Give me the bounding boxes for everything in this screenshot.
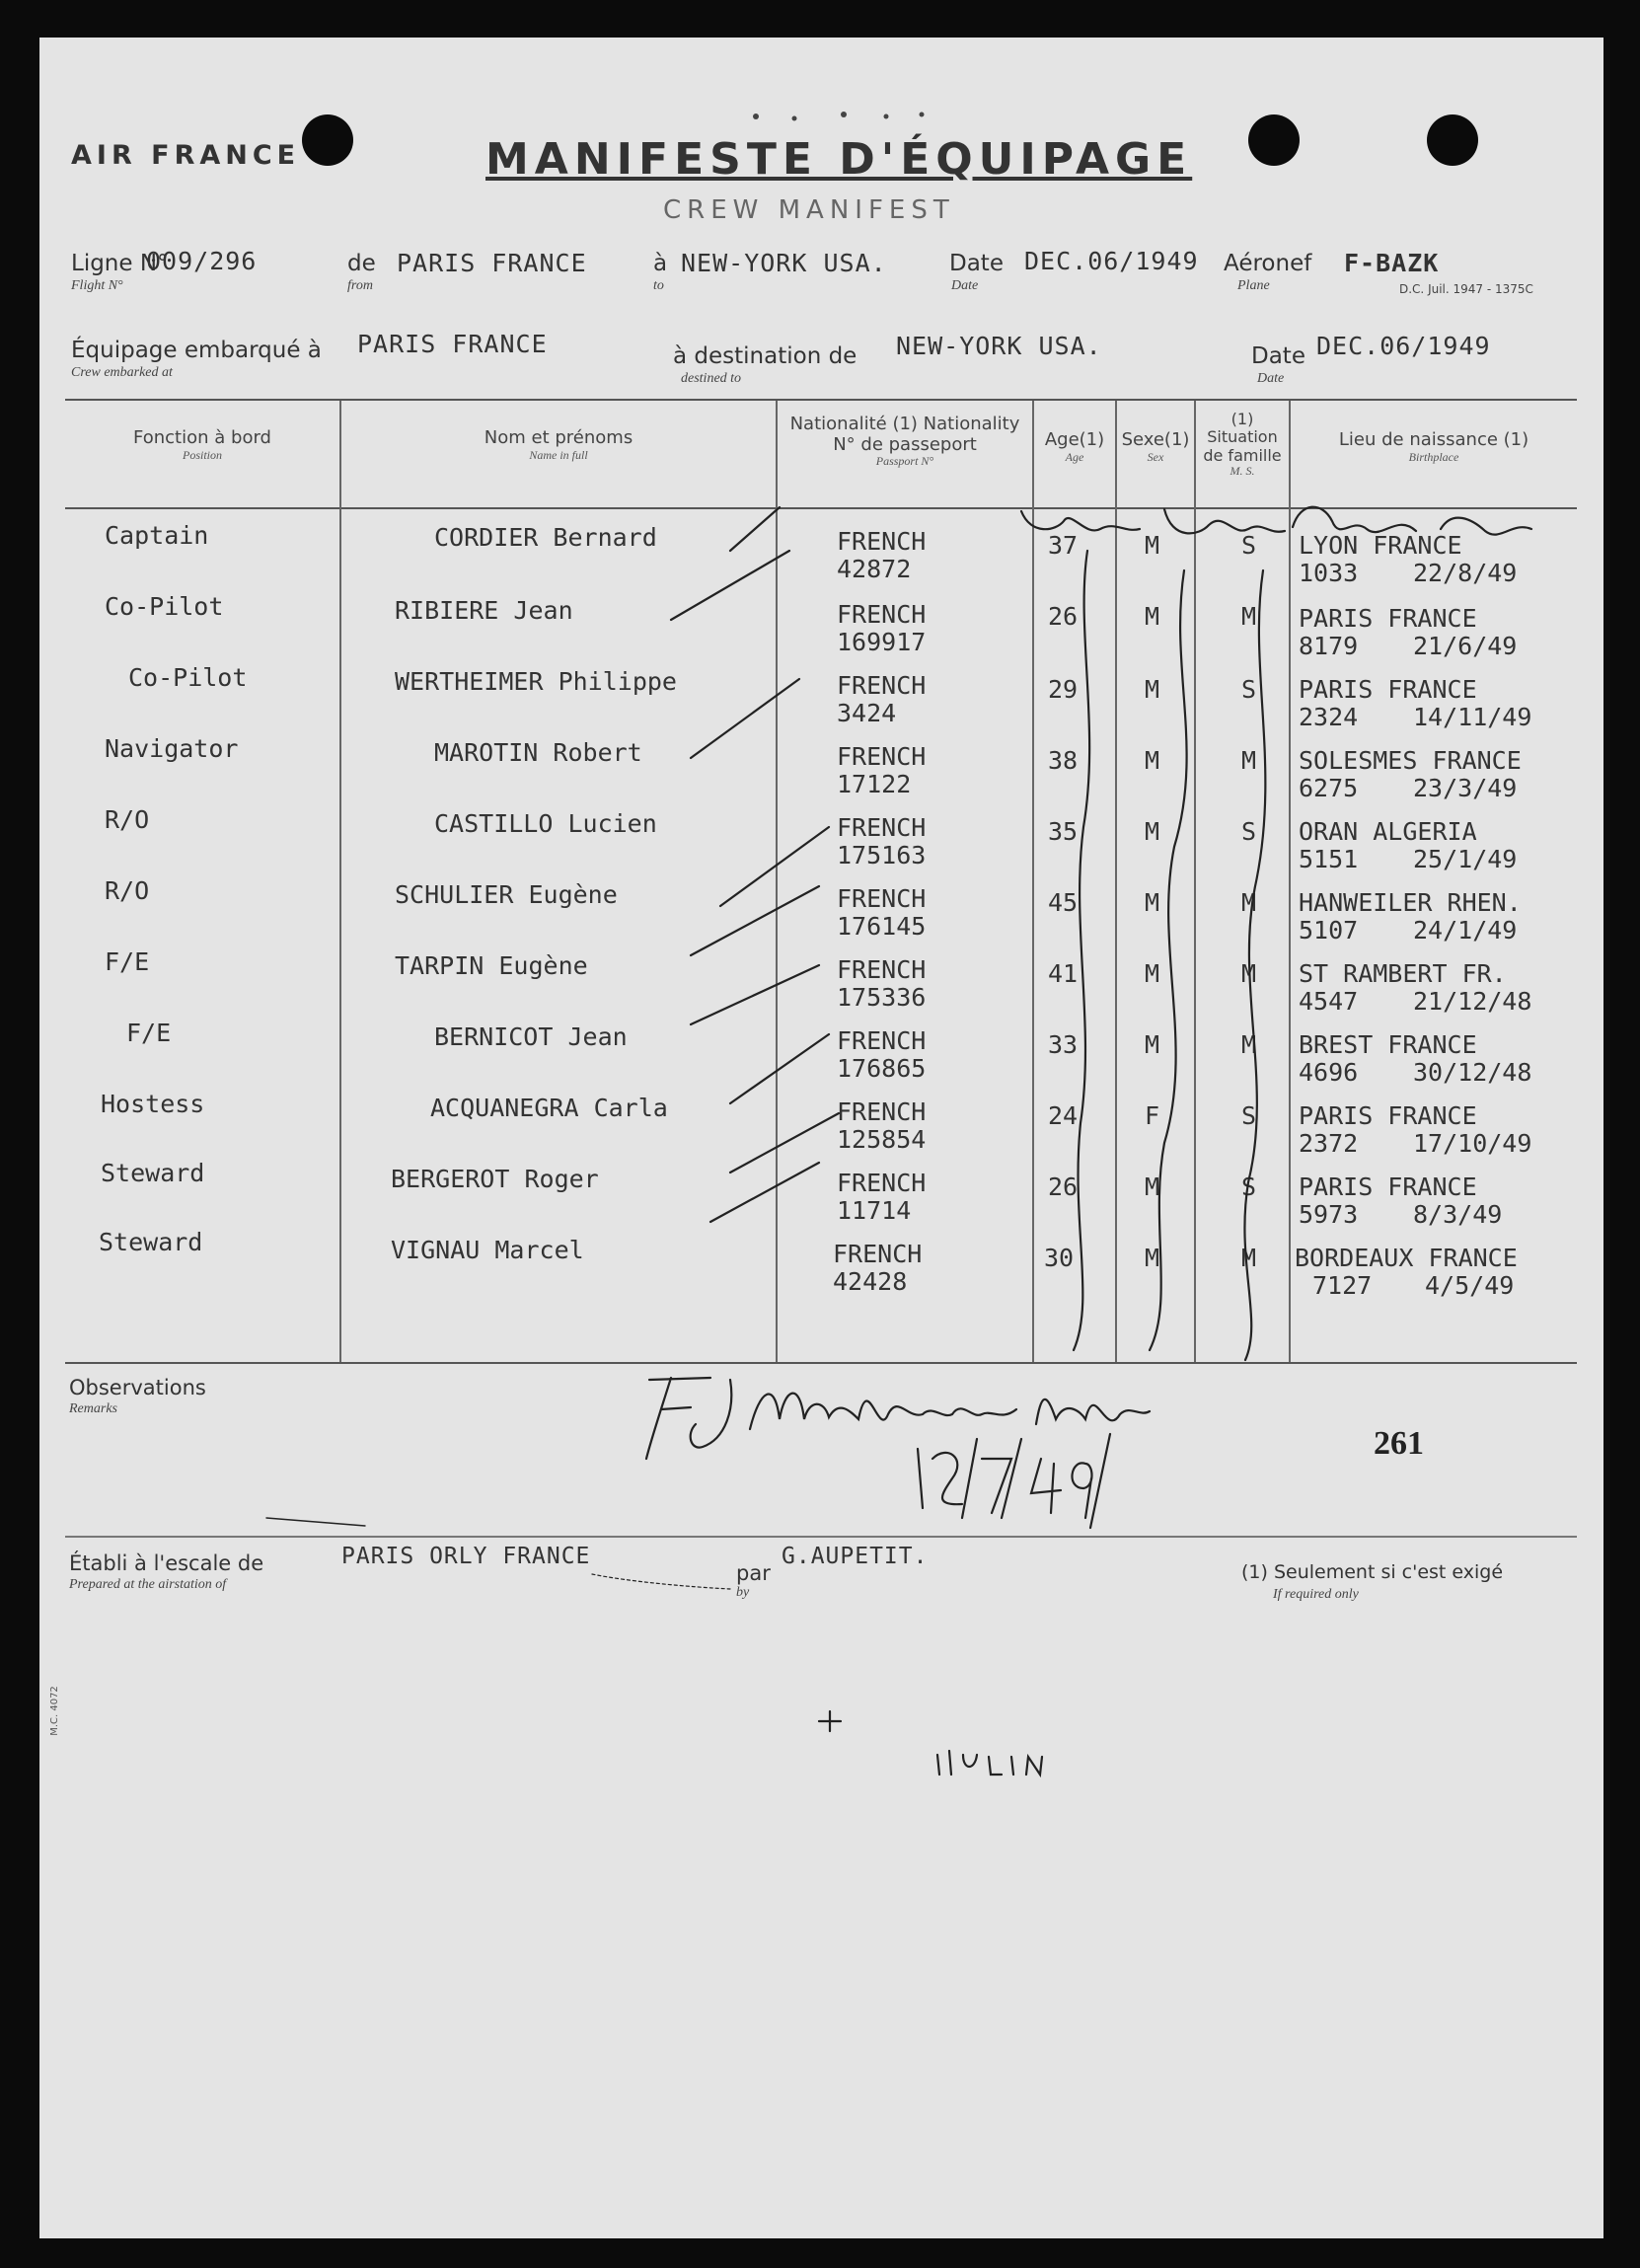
row-passport: 42428 [833, 1267, 908, 1296]
row-permit: 6275 [1299, 774, 1359, 802]
row-permit-date: 21/12/48 [1413, 987, 1532, 1016]
col-header-marital: (1) Situation de famille M. S. [1203, 410, 1282, 479]
row-position: F/E [126, 1019, 172, 1047]
row-passport: 175163 [837, 841, 927, 869]
row-position: R/O [105, 805, 150, 834]
row-name: RIBIERE Jean [395, 596, 573, 625]
row-permit: 8179 [1299, 632, 1359, 660]
row-position: Co-Pilot [105, 592, 224, 621]
from-value: PARIS FRANCE [397, 249, 587, 277]
destination-value: NEW-YORK USA. [896, 332, 1102, 360]
row-birthplace: PARIS FRANCE [1299, 1101, 1477, 1130]
date-label-en: Date [951, 278, 979, 293]
row-age: 38 [1048, 746, 1079, 775]
row-birthplace: HANWEILER RHEN. [1299, 888, 1522, 917]
row-permit: 2324 [1299, 703, 1359, 731]
plane-label-en: Plane [1237, 278, 1270, 293]
row-position: F/E [105, 947, 150, 976]
row-nationality: FRENCH [837, 884, 927, 913]
row-status: M [1241, 888, 1257, 917]
row-age: 30 [1044, 1244, 1075, 1272]
embark-date-label-en: Date [1257, 371, 1285, 386]
row-status: M [1241, 746, 1257, 775]
row-sex: M [1145, 1030, 1160, 1059]
row-nationality: FRENCH [837, 527, 927, 556]
row-nationality: FRENCH [837, 1169, 927, 1197]
row-permit: 5107 [1299, 916, 1359, 945]
by-label: par [736, 1561, 771, 1585]
row-status: S [1241, 817, 1257, 846]
row-sex: M [1145, 602, 1160, 631]
row-passport: 11714 [837, 1196, 912, 1225]
remarks-label: Observations [69, 1376, 206, 1399]
row-birthplace: SOLESMES FRANCE [1299, 746, 1522, 775]
row-age: 26 [1048, 602, 1079, 631]
from-label-en: from [347, 278, 373, 293]
row-position: Navigator [105, 734, 239, 763]
remarks-label-en: Remarks [69, 1401, 117, 1416]
row-permit-date: 8/3/49 [1413, 1200, 1503, 1229]
page-number: 261 [1374, 1425, 1424, 1462]
to-label: à [653, 251, 668, 276]
by-label-en: by [736, 1585, 750, 1600]
row-permit: 4696 [1299, 1058, 1359, 1087]
row-permit-date: 25/1/49 [1413, 845, 1518, 873]
row-passport: 42872 [837, 555, 912, 583]
row-passport: 125854 [837, 1125, 927, 1154]
crew-embarked-label: Équipage embarqué à [71, 338, 322, 363]
flight-number: 009/296 [146, 247, 258, 275]
row-permit: 7127 [1312, 1271, 1373, 1300]
row-position: Steward [99, 1228, 203, 1256]
row-permit-date: 17/10/49 [1413, 1129, 1532, 1158]
row-nationality: FRENCH [833, 1240, 923, 1268]
row-permit: 4547 [1299, 987, 1359, 1016]
row-age: 29 [1048, 675, 1079, 704]
row-permit: 2372 [1299, 1129, 1359, 1158]
row-sex: M [1145, 1244, 1160, 1272]
row-name: TARPIN Eugène [395, 951, 588, 980]
footnote-en: If required only [1273, 1587, 1359, 1602]
row-name: VIGNAU Marcel [391, 1236, 584, 1264]
prepared-station: PARIS ORLY FRANCE [341, 1544, 591, 1569]
destination-label-en: destined to [681, 371, 742, 386]
row-position: Hostess [101, 1090, 205, 1118]
row-age: 37 [1048, 531, 1079, 560]
row-permit-date: 24/1/49 [1413, 916, 1518, 945]
col-header-name: Nom et prénoms Name in full [484, 427, 634, 462]
row-status: S [1241, 1101, 1257, 1130]
row-status: M [1241, 959, 1257, 988]
row-birthplace: ST RAMBERT FR. [1299, 959, 1507, 988]
row-status: M [1241, 1244, 1257, 1272]
row-name: MAROTIN Robert [434, 738, 642, 767]
prepared-by: G.AUPETIT. [782, 1544, 929, 1569]
plane-label: Aéronef [1224, 251, 1312, 276]
plane-value: F-BAZK [1344, 249, 1440, 277]
row-name: WERTHEIMER Philippe [395, 667, 677, 696]
row-age: 26 [1048, 1172, 1079, 1201]
row-passport: 176865 [837, 1054, 927, 1083]
row-nationality: FRENCH [837, 742, 927, 771]
row-permit-date: 21/6/49 [1413, 632, 1518, 660]
destination-label: à destination de [673, 343, 857, 369]
row-name: BERNICOT Jean [434, 1022, 628, 1051]
row-passport: 3424 [837, 699, 897, 727]
row-name: SCHULIER Eugène [395, 880, 618, 909]
row-age: 24 [1048, 1101, 1079, 1130]
row-sex: M [1145, 531, 1160, 560]
row-position: Co-Pilot [128, 663, 248, 692]
row-nationality: FRENCH [837, 1097, 927, 1126]
row-permit: 1033 [1299, 559, 1359, 587]
row-status: S [1241, 531, 1257, 560]
row-birthplace: PARIS FRANCE [1299, 604, 1477, 633]
embark-date-label: Date [1251, 343, 1305, 369]
row-birthplace: PARIS FRANCE [1299, 675, 1477, 704]
date-label: Date [949, 251, 1004, 276]
row-birthplace: BREST FRANCE [1299, 1030, 1477, 1059]
flight-label-en: Flight N° [71, 278, 123, 293]
row-birthplace: LYON FRANCE [1299, 531, 1462, 560]
footnote: (1) Seulement si c'est exigé [1241, 1561, 1504, 1583]
row-status: S [1241, 675, 1257, 704]
row-position: R/O [105, 876, 150, 905]
col-header-nationality: Nationalité (1) Nationality N° de passeport Passport N° [789, 414, 1020, 469]
row-nationality: FRENCH [837, 671, 927, 700]
row-sex: M [1145, 675, 1160, 704]
col-header-birthplace: Lieu de naissance (1) Birthplace [1338, 429, 1529, 464]
crew-embarked-label-en: Crew embarked at [71, 365, 173, 380]
row-sex: M [1145, 959, 1160, 988]
row-name: CASTILLO Lucien [434, 809, 657, 838]
margin-code: M.C. 4072 [48, 1686, 60, 1736]
row-birthplace: PARIS FRANCE [1299, 1172, 1477, 1201]
row-passport: 169917 [837, 628, 927, 656]
row-passport: 17122 [837, 770, 912, 798]
row-nationality: FRENCH [837, 813, 927, 842]
row-age: 45 [1048, 888, 1079, 917]
row-name: BERGEROT Roger [391, 1165, 599, 1193]
row-status: M [1241, 1030, 1257, 1059]
row-name: CORDIER Bernard [434, 523, 657, 552]
row-permit: 5973 [1299, 1200, 1359, 1229]
row-age: 33 [1048, 1030, 1079, 1059]
row-permit: 5151 [1299, 845, 1359, 873]
row-sex: M [1145, 888, 1160, 917]
row-passport: 176145 [837, 912, 927, 941]
row-age: 41 [1048, 959, 1079, 988]
prepared-label: Établi à l'escale de [69, 1551, 264, 1575]
col-header-position: Fonction à bord Position [133, 427, 271, 462]
row-permit-date: 23/3/49 [1413, 774, 1518, 802]
row-permit-date: 22/8/49 [1413, 559, 1518, 587]
form-ref: D.C. Juil. 1947 - 1375C [1399, 282, 1533, 296]
row-sex: M [1145, 746, 1160, 775]
from-label: de [347, 251, 376, 276]
row-permit-date: 30/12/48 [1413, 1058, 1532, 1087]
row-age: 35 [1048, 817, 1079, 846]
date-value: DEC.06/1949 [1024, 247, 1199, 275]
embark-date-value: DEC.06/1949 [1316, 332, 1491, 360]
airline-logo: AIR FRANCE [71, 140, 301, 171]
col-header-age: Age(1) Age [1044, 429, 1105, 464]
row-status: S [1241, 1172, 1257, 1201]
col-header-sex: Sexe(1) Sex [1121, 429, 1190, 464]
row-birthplace: ORAN ALGERIA [1299, 817, 1477, 846]
page-title: MANIFESTE D'ÉQUIPAGE [485, 134, 1193, 185]
handwriting-ink [39, 38, 1603, 2238]
row-sex: M [1145, 1172, 1160, 1201]
row-sex: F [1145, 1101, 1160, 1130]
row-nationality: FRENCH [837, 600, 927, 629]
row-nationality: FRENCH [837, 1026, 927, 1055]
to-label-en: to [653, 278, 664, 293]
footer-rule [65, 1536, 1577, 1538]
page-subtitle: CREW MANIFEST [663, 195, 955, 225]
row-status: M [1241, 602, 1257, 631]
crew-embarked-value: PARIS FRANCE [357, 330, 548, 358]
row-position: Steward [101, 1159, 205, 1187]
row-name: ACQUANEGRA Carla [430, 1094, 668, 1122]
row-permit-date: 4/5/49 [1425, 1271, 1515, 1300]
row-nationality: FRENCH [837, 955, 927, 984]
row-birthplace: BORDEAUX FRANCE [1295, 1244, 1518, 1272]
manifest-page [39, 38, 1603, 2238]
row-passport: 175336 [837, 983, 927, 1012]
row-position: Captain [105, 521, 209, 550]
to-value: NEW-YORK USA. [681, 249, 887, 277]
flight-label: Ligne N° [71, 251, 169, 276]
row-sex: M [1145, 817, 1160, 846]
prepared-label-en: Prepared at the airstation of [69, 1577, 227, 1592]
row-permit-date: 14/11/49 [1413, 703, 1532, 731]
